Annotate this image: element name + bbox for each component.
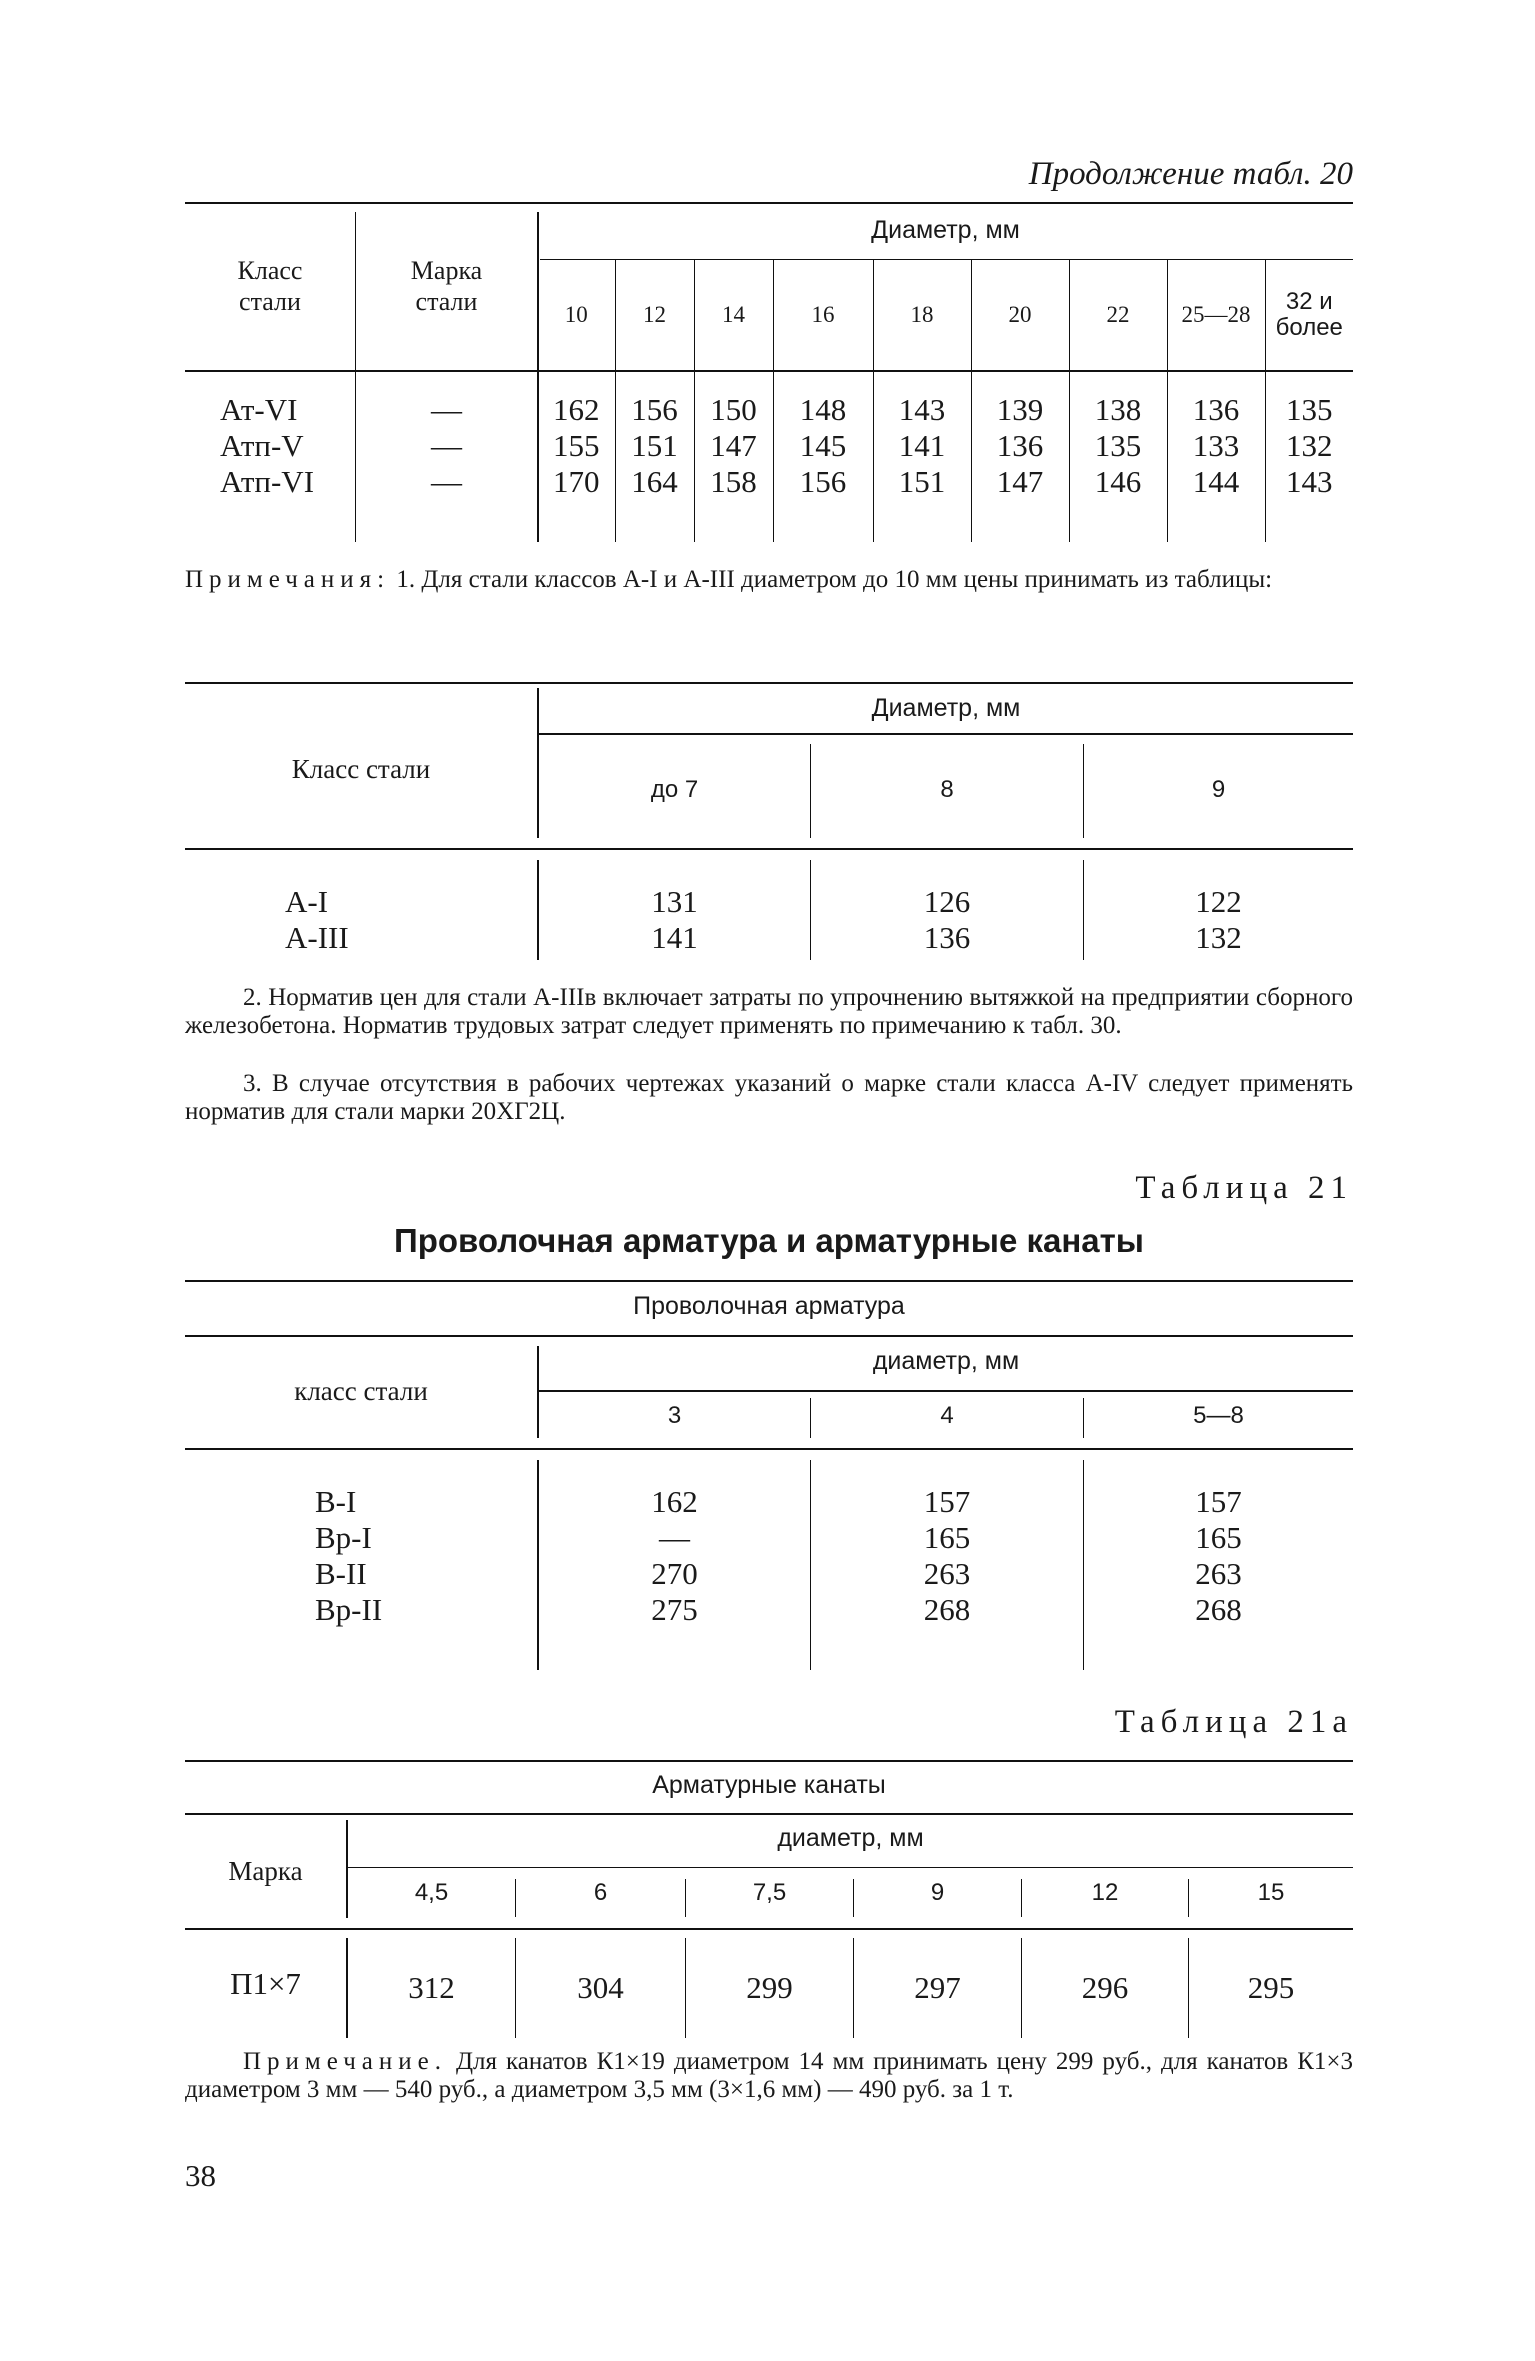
cell-value: 151: [615, 428, 694, 464]
class-list: [315, 1484, 382, 1628]
col-head-diameter: Диаметр, мм: [871, 216, 1020, 244]
diam-head: 8: [940, 776, 954, 803]
cell-value: 156: [615, 370, 694, 428]
col-head-mark: Марка: [228, 1856, 303, 1886]
cell-value: 155: [538, 428, 615, 464]
diam-head: 3: [667, 1402, 682, 1429]
cell-value: 299: [686, 1938, 854, 2038]
note-3: 3. В случае отсутствия в рабочих чертежах указаний о марке стали класса А-IV следует применять норматив для стали марки 20ХГ2Ц.: [185, 1070, 1353, 1125]
mark-cell: П1×7: [230, 1966, 301, 2001]
table-20: [185, 202, 1353, 542]
cell-value: 136: [923, 920, 971, 955]
diam-head: до 7: [650, 776, 699, 803]
cell-class: Атп-V: [220, 428, 304, 463]
class-name: А-III: [285, 920, 349, 955]
table-21a: [185, 1760, 1353, 2038]
cell-value: 170: [538, 464, 615, 542]
cell-value: 147: [971, 464, 1069, 542]
diam-head: 6: [516, 1879, 686, 1917]
cell-value: 165: [923, 1520, 971, 1555]
cell-value: 146: [1069, 464, 1167, 542]
cell-value: 156: [773, 464, 873, 542]
page-number: 38: [185, 2158, 216, 2193]
diam-head: 14: [694, 259, 773, 370]
note-text: 1. Для стали классов А-I и А-III диаметром до 10 мм цены принимать из таблицы:: [390, 566, 1273, 593]
table-row: [185, 464, 1353, 542]
col-head-diameter: Диаметр, мм: [871, 694, 1021, 722]
cell-class: Ат-VI: [220, 392, 298, 427]
class-name: В-II: [315, 1556, 367, 1591]
cell-value: 263: [923, 1556, 971, 1591]
cell-value: 122: [1195, 884, 1242, 919]
cell-value: 304: [516, 1938, 686, 2038]
table-row: [185, 370, 1353, 428]
value-column: [1084, 884, 1353, 956]
cell-mark: —: [431, 428, 462, 463]
class-list: [285, 884, 349, 956]
cell-value: 270: [651, 1556, 698, 1591]
cell-class: Атп-VI: [220, 464, 315, 499]
cell-value: 147: [694, 428, 773, 464]
diam-head: 12: [615, 259, 694, 370]
table-small-diameters: [185, 682, 1353, 960]
cell-value: 143: [1286, 464, 1333, 499]
cell-value: 144: [1167, 464, 1265, 542]
table-21: [185, 1280, 1353, 1670]
diam-head: 9: [854, 1879, 1022, 1917]
cell-value: 150: [694, 370, 773, 428]
table-21-label: Таблица 21: [1135, 1170, 1353, 1206]
diam-head: 7,5: [686, 1879, 854, 1917]
cell-value: 135: [1286, 392, 1333, 427]
cell-value: 143: [873, 370, 971, 428]
cell-value: 162: [651, 1484, 698, 1519]
cell-value: 268: [1195, 1592, 1242, 1627]
table-row: [185, 428, 1353, 464]
col-head-mark: Марка стали: [410, 256, 483, 316]
cell-mark: —: [431, 464, 462, 499]
cell-value: 139: [971, 370, 1069, 428]
cell-value: 141: [873, 428, 971, 464]
diam-head: 32 и более: [1275, 287, 1343, 341]
diam-head: 12: [1022, 1879, 1189, 1917]
cell-mark: —: [431, 392, 462, 427]
cell-value: 136: [1167, 370, 1265, 428]
diam-head: 9: [1211, 776, 1226, 803]
cell-value: 145: [773, 428, 873, 464]
note-1: [185, 566, 1353, 594]
value-column: [1084, 1484, 1353, 1628]
cell-value: 133: [1167, 428, 1265, 464]
cell-value: 297: [854, 1938, 1022, 2038]
col-head-diameter: диаметр, мм: [777, 1824, 924, 1852]
diam-head: 5—8: [1193, 1402, 1244, 1429]
diam-head: 15: [1257, 1879, 1285, 1906]
diam-head: 25—28: [1167, 259, 1265, 370]
cell-value: 162: [538, 370, 615, 428]
cell-value: 263: [1195, 1556, 1242, 1591]
note-4: [185, 2048, 1353, 2104]
diam-head: 10: [538, 259, 615, 370]
col-head-class: Класс стали: [291, 754, 431, 784]
group-head: Арматурные канаты: [652, 1771, 886, 1799]
cell-value: —: [659, 1520, 690, 1555]
diam-head: 4: [940, 1402, 954, 1429]
note-text: Для канатов К1×19 диаметром 14 мм принимать цену 299 руб., для канатов К1×3 диаметром 3 мм — 540 руб., а диаметром 3,5 мм (3×1,6 мм) — 490 руб. за 1 т.: [185, 2048, 1353, 2103]
note-label: Примечания:: [185, 566, 391, 593]
cell-value: 275: [651, 1592, 698, 1627]
cell-value: 295: [1247, 1970, 1295, 2005]
diam-head: 4,5: [348, 1879, 516, 1917]
cell-value: 158: [694, 464, 773, 542]
cell-value: 135: [1069, 428, 1167, 464]
cell-value: 148: [773, 370, 873, 428]
diam-head: 22: [1069, 259, 1167, 370]
value-column: [539, 1484, 810, 1628]
cell-value: 157: [923, 1484, 971, 1519]
cell-value: 131: [651, 884, 698, 919]
group-head: Проволочная арматура: [633, 1292, 905, 1320]
col-head-diameter: диаметр, мм: [872, 1347, 1020, 1375]
diam-head: 20: [971, 259, 1069, 370]
class-name: В-I: [315, 1484, 357, 1519]
cell-value: 141: [651, 920, 698, 955]
col-head-class: Класс стали: [237, 256, 303, 316]
cell-value: 136: [971, 428, 1069, 464]
class-name: Вр-II: [315, 1592, 383, 1627]
cell-value: 126: [923, 884, 971, 919]
value-column: [811, 884, 1083, 956]
cell-value: 138: [1069, 370, 1167, 428]
cell-value: 296: [1022, 1938, 1189, 2038]
class-name: А-I: [285, 884, 329, 919]
cell-value: 165: [1195, 1520, 1242, 1555]
table-21-title: Проволочная арматура и арматурные канаты: [394, 1222, 1144, 1259]
diam-head: 16: [773, 259, 873, 370]
cell-value: 268: [923, 1592, 971, 1627]
diam-head: 18: [873, 259, 971, 370]
value-column: [811, 1484, 1083, 1628]
cell-value: 164: [615, 464, 694, 542]
table-21a-label: Таблица 21а: [1114, 1704, 1353, 1740]
cell-value: 132: [1286, 428, 1333, 463]
cell-value: 157: [1195, 1484, 1242, 1519]
col-head-class: класс стали: [294, 1376, 428, 1406]
cell-value: 312: [348, 1938, 516, 2038]
note-label: Примечание.: [243, 2048, 448, 2075]
value-column: [539, 884, 810, 956]
note-2: 2. Норматив цен для стали А-IIIв включает затраты по упрочнению вытяжкой на предприятии сборного железобетона. Норматив трудовых затрат следует применять по примечанию к табл. 30.: [185, 984, 1353, 1039]
class-name: Вр-I: [315, 1520, 372, 1555]
table-20-continuation-caption: Продолжение табл. 20: [1028, 156, 1353, 192]
cell-value: 151: [873, 464, 971, 542]
cell-value: 132: [1195, 920, 1242, 955]
